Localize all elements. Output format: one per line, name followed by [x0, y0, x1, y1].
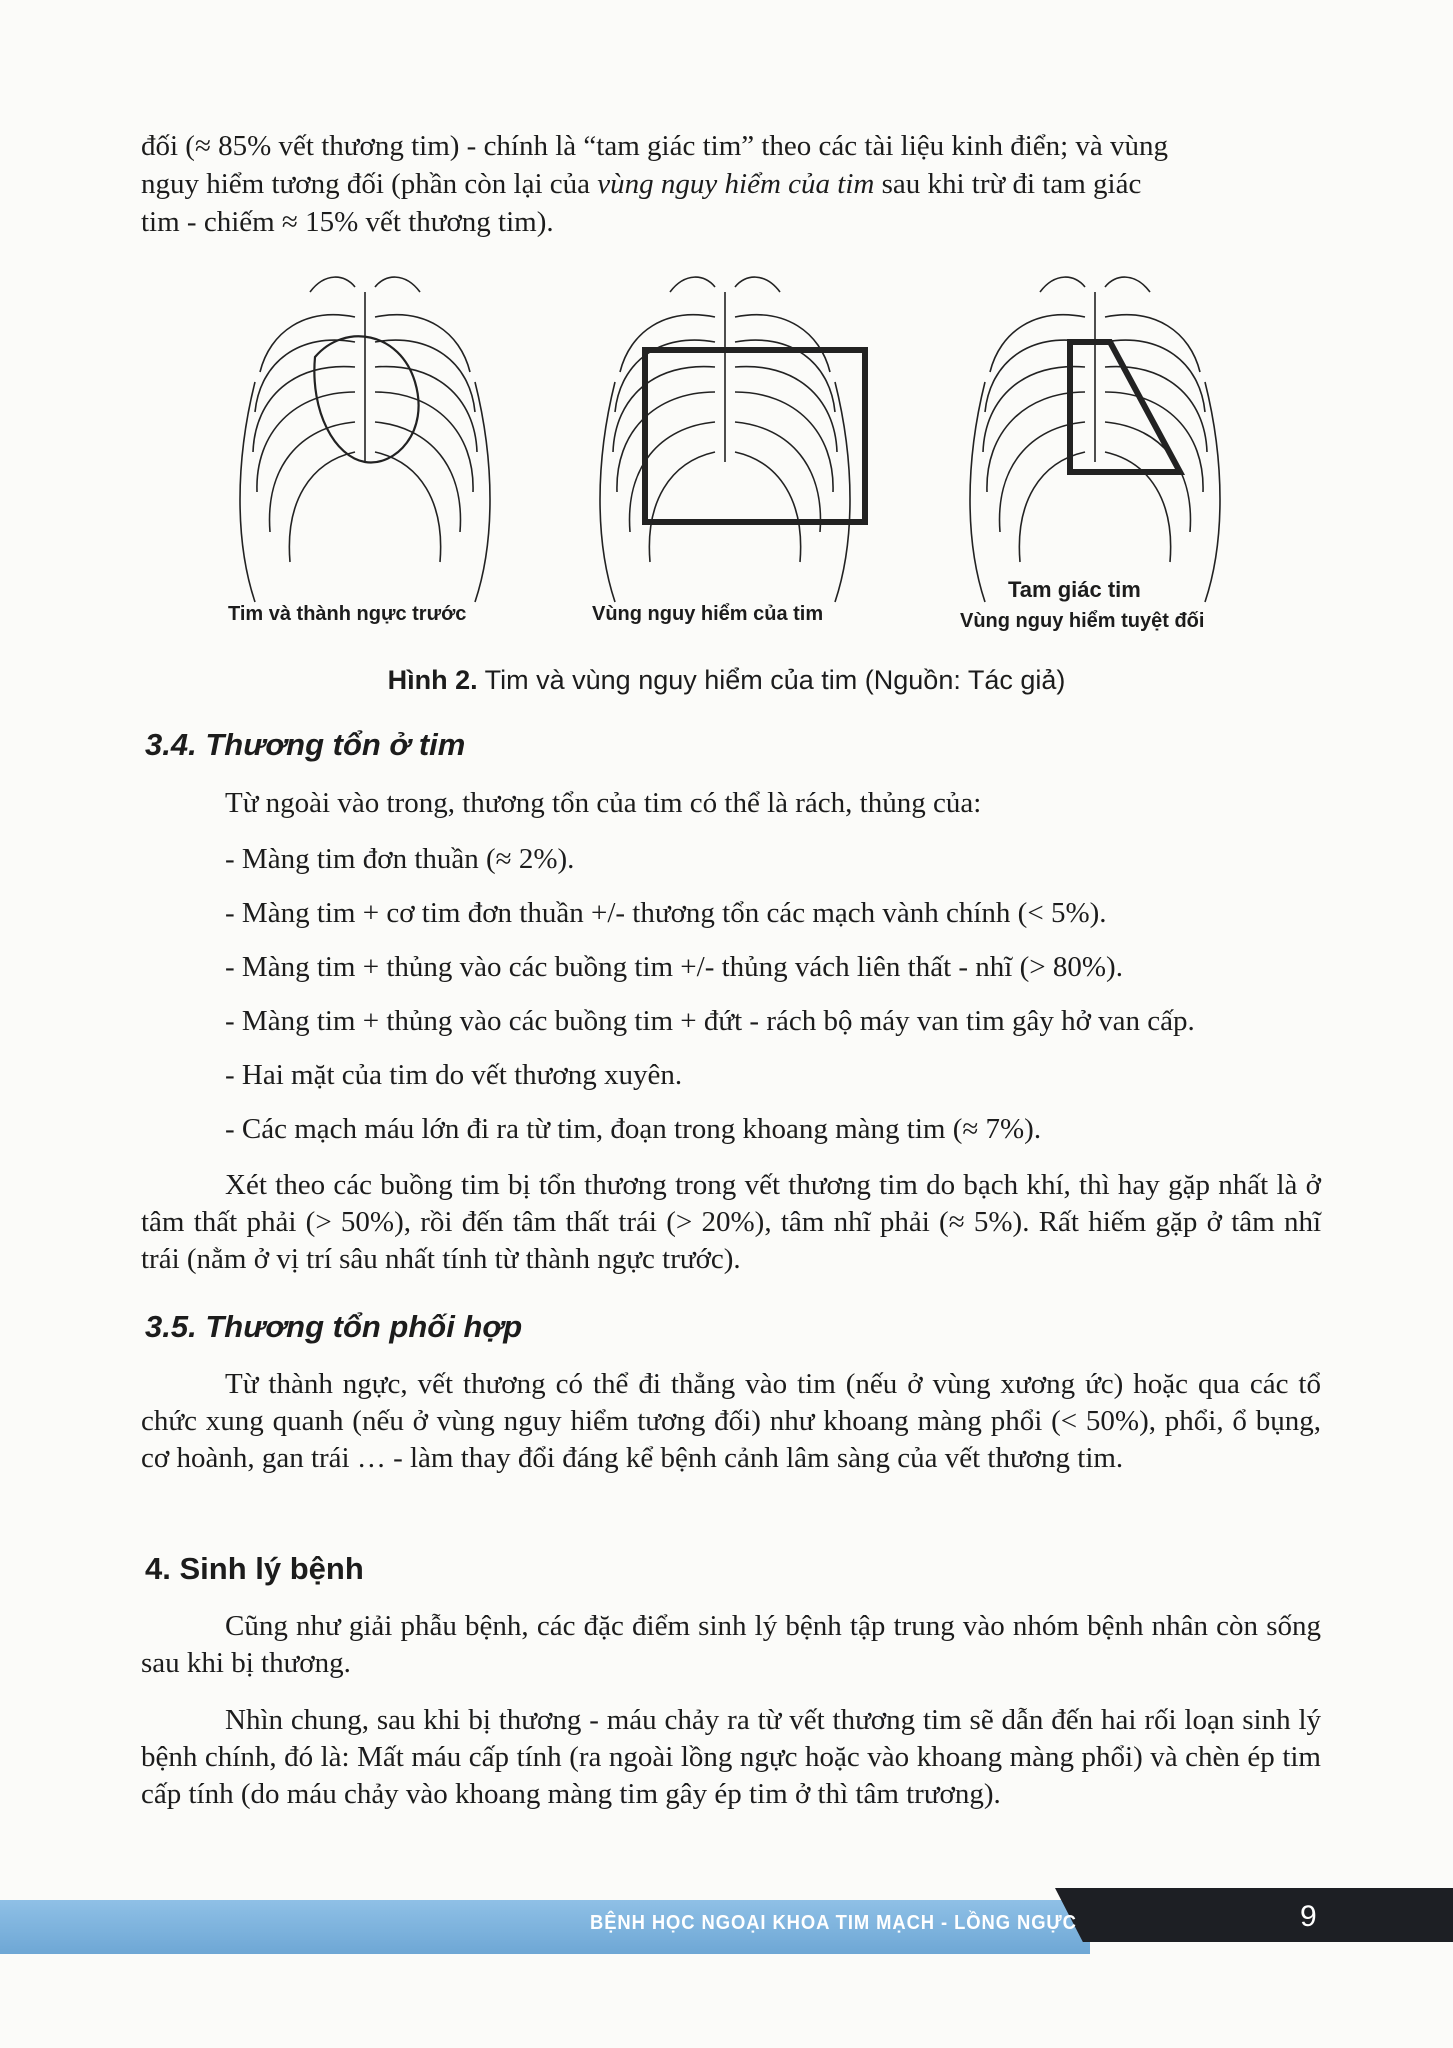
list-item: - Màng tim + cơ tim đơn thuần +/- thương tổn các mạch vành chính (< 5%). — [225, 897, 1107, 929]
ribcage-illustration-2 — [575, 262, 875, 612]
caption-prefix: Hình 2. — [387, 665, 478, 695]
list-item: - Màng tim + thủng vào các buồng tim +/- thủng vách liên thất - nhĩ (> 80%). — [225, 951, 1123, 983]
section-4-paragraph-2: Nhìn chung, sau khi bị thương - máu chảy ra từ vết thương tim sẽ dẫn đến hai rối loạn sinh lý bệnh chính, đó là: Mất máu cấp tính (ra ngoài lồng ngực hoặc vào khoang màng phổi) và chèn ép tim cấp tính (do máu chảy vào khoang màng tim gây ép tim ở thì tâm trương). — [141, 1704, 1321, 1810]
intro-line-2-end: sau khi trừ đi tam giác — [874, 168, 1142, 200]
footer-book-title: BỆNH HỌC NGOẠI KHOA TIM MẠCH - LỒNG NGỰC — [590, 1912, 1077, 1934]
list-item: - Các mạch máu lớn đi ra từ tim, đoạn trong khoang màng tim (≈ 7%). — [225, 1113, 1042, 1145]
list-item: - Màng tim + thủng vào các buồng tim + đứt - rách bộ máy van tim gây hở van cấp. — [225, 1005, 1195, 1037]
intro-line-2-emphasis: vùng nguy hiểm của tim — [597, 168, 875, 200]
figure-caption — [0, 663, 1453, 697]
figure-label-3-bottom: Vùng nguy hiểm tuyệt đối — [960, 610, 1205, 632]
page-number: 9 — [1300, 1900, 1317, 1933]
ribcage-illustration-3 — [945, 262, 1245, 612]
intro-line-3: tim - chiếm ≈ 15% vết thương tim). — [141, 206, 554, 238]
intro-line-1: đối (≈ 85% vết thương tim) - chính là “tam giác tim” theo các tài liệu kinh điển; và vùng — [141, 130, 1169, 162]
section-3-5-paragraph: Từ thành ngực, vết thương có thể đi thẳng vào tim (nếu ở vùng xương ức) hoặc qua các tổ chức xung quanh (nếu ở vùng nguy hiểm tương đối) như khoang màng phổi (< 50%), phổi, ổ bụng, cơ hoành, gan trái … - làm thay đổi đáng kể bệnh cảnh lâm sàng của vết thương tim. — [141, 1368, 1321, 1474]
section-4-paragraph-1: Cũng như giải phẫu bệnh, các đặc điểm sinh lý bệnh tập trung vào nhóm bệnh nhân còn sống sau khi bị thương. — [141, 1610, 1321, 1679]
ribcage-illustration-1 — [215, 262, 515, 612]
footer-dark-tab — [1055, 1888, 1453, 1942]
list-item: - Màng tim đơn thuần (≈ 2%). — [225, 843, 575, 875]
section-4-heading: 4. Sinh lý bệnh — [145, 1551, 364, 1586]
section-3-4-paragraph: Xét theo các buồng tim bị tổn thương trong vết thương tim do bạch khí, thì hay gặp nhất là ở tâm thất phải (> 50%), rồi đến tâm thất trái (> 20%), tâm nhĩ phải (≈ 5%). Rất hiếm gặp ở tâm nhĩ trái (nằm ở vị trí sâu nhất tính từ thành ngực trước). — [141, 1169, 1321, 1275]
section-3-4-intro: Từ ngoài vào trong, thương tổn của tim có thể là rách, thủng của: — [225, 787, 982, 819]
caption-text: Tim và vùng nguy hiểm của tim (Nguồn: Tác giả) — [477, 665, 1066, 695]
intro-line-2 — [141, 166, 1321, 203]
section-3-5-heading: 3.5. Thương tổn phối hợp — [145, 1309, 523, 1344]
figure-label-2: Vùng nguy hiểm của tim — [592, 603, 824, 625]
list-item: - Hai mặt của tim do vết thương xuyên. — [225, 1059, 683, 1091]
figure-label-3-top: Tam giác tim — [1008, 577, 1141, 602]
section-3-4-heading: 3.4. Thương tổn ở tim — [145, 727, 466, 762]
figure-label-1: Tim và thành ngực trước — [228, 603, 467, 625]
intro-line-2-start: nguy hiểm tương đối (phần còn lại của — [141, 168, 598, 200]
